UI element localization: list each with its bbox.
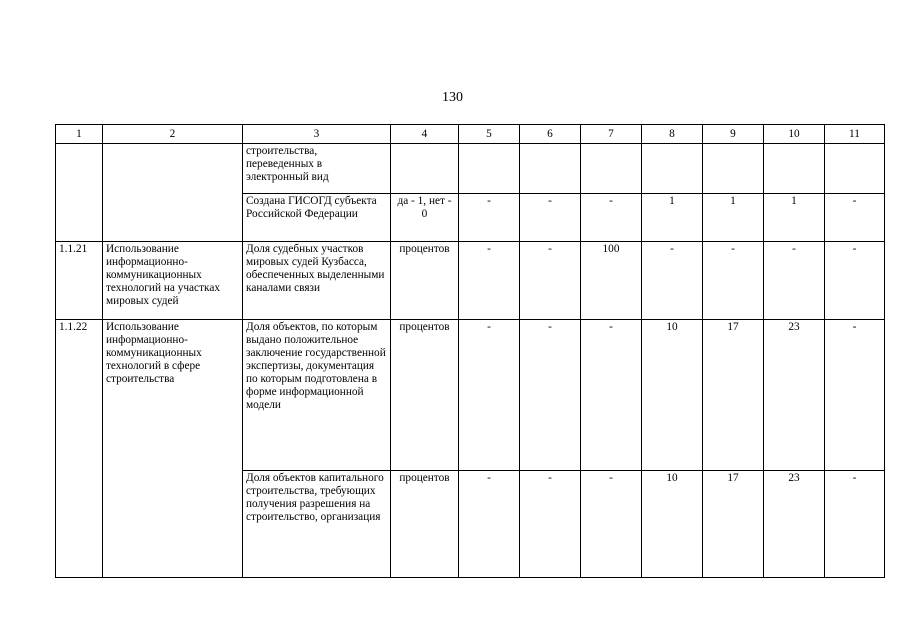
column-header: 3: [243, 125, 391, 144]
page-number: 130: [442, 90, 463, 105]
column-header: 5: [459, 125, 520, 144]
column-header: 2: [103, 125, 243, 144]
value-cell: [764, 144, 825, 194]
column-header: 4: [391, 125, 459, 144]
unit-cell: процентов: [391, 242, 459, 320]
unit-cell: да - 1, нет - 0: [391, 194, 459, 242]
value-cell: 10: [642, 320, 703, 471]
value-cell: 17: [703, 471, 764, 578]
indicators-table: [55, 124, 885, 578]
value-cell: -: [459, 194, 520, 242]
value-cell: -: [764, 242, 825, 320]
item-number-cell: [56, 144, 103, 242]
value-cell: 17: [703, 320, 764, 471]
unit-cell: процентов: [391, 471, 459, 578]
value-cell: -: [520, 320, 581, 471]
column-header: 1: [56, 125, 103, 144]
value-cell: [703, 144, 764, 194]
value-cell: -: [825, 320, 885, 471]
activity-cell: Использование информационно-коммуникационных технологий на участках мировых судей: [103, 242, 243, 320]
indicator-cell: Доля объектов, по которым выдано положительное заключение государственной экспертизы, документация по которым подготовлена в форме информационной модели: [243, 320, 391, 471]
column-header: 6: [520, 125, 581, 144]
value-cell: -: [581, 320, 642, 471]
value-cell: 1: [703, 194, 764, 242]
value-cell: -: [520, 471, 581, 578]
value-cell: -: [825, 194, 885, 242]
value-cell: [520, 144, 581, 194]
value-cell: -: [642, 242, 703, 320]
column-header: 11: [825, 125, 885, 144]
activity-cell: [103, 144, 243, 242]
item-number-cell: 1.1.21: [56, 242, 103, 320]
item-number-cell: 1.1.22: [56, 320, 103, 578]
unit-cell: процентов: [391, 320, 459, 471]
table-row: [56, 144, 885, 194]
value-cell: [642, 144, 703, 194]
value-cell: 23: [764, 471, 825, 578]
column-header: 10: [764, 125, 825, 144]
value-cell: 10: [642, 471, 703, 578]
value-cell: -: [581, 471, 642, 578]
value-cell: -: [825, 242, 885, 320]
value-cell: -: [825, 471, 885, 578]
table-row: [56, 320, 885, 471]
value-cell: 1: [642, 194, 703, 242]
value-cell: 1: [764, 194, 825, 242]
indicator-cell: Создана ГИСОГД субъекта Российской Федерации: [243, 194, 391, 242]
indicator-cell: Доля объектов капитального строительства, требующих получения разрешения на строительство, организация: [243, 471, 391, 578]
indicator-cell: Доля судебных участков мировых судей Кузбасса, обеспеченных выделенными каналами связи: [243, 242, 391, 320]
column-number-row: [56, 125, 885, 144]
activity-cell: Использование информационно-коммуникационных технологий в сфере строительства: [103, 320, 243, 578]
column-header: 7: [581, 125, 642, 144]
value-cell: 100: [581, 242, 642, 320]
value-cell: -: [520, 194, 581, 242]
value-cell: -: [581, 194, 642, 242]
value-cell: -: [459, 471, 520, 578]
indicator-cell: строительства, переведенных в электронный вид: [243, 144, 391, 194]
unit-cell: [391, 144, 459, 194]
column-header: 9: [703, 125, 764, 144]
value-cell: -: [459, 320, 520, 471]
value-cell: [825, 144, 885, 194]
value-cell: [581, 144, 642, 194]
value-cell: 23: [764, 320, 825, 471]
table-row: [56, 242, 885, 320]
value-cell: [459, 144, 520, 194]
value-cell: -: [703, 242, 764, 320]
value-cell: -: [459, 242, 520, 320]
column-header: 8: [642, 125, 703, 144]
value-cell: -: [520, 242, 581, 320]
